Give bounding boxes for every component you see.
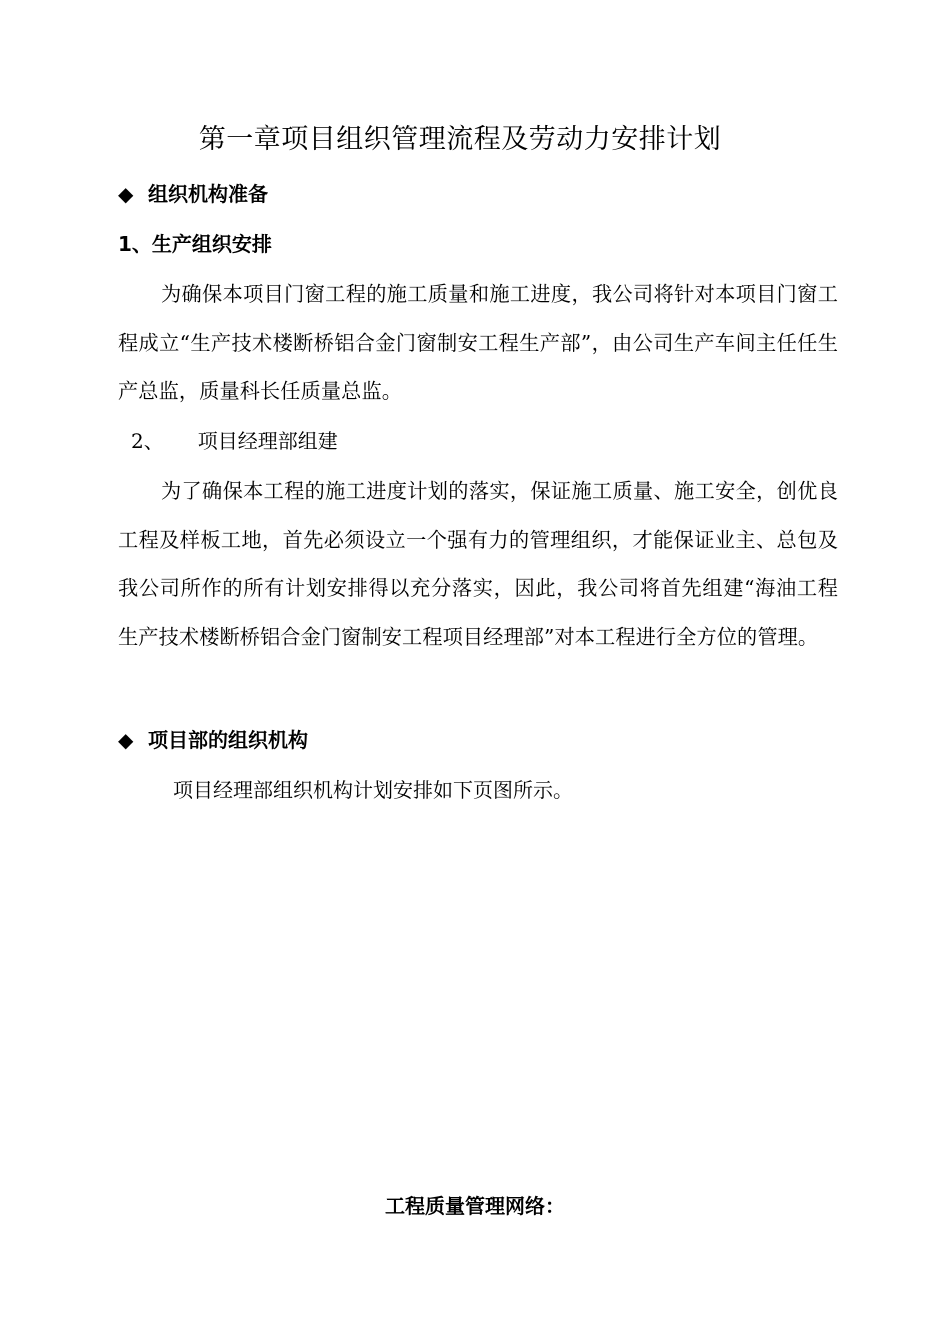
quality-network-heading: 工程质量管理网络： (385, 1194, 565, 1218)
section-heading-organization-prep (118, 178, 268, 210)
subheading-project-department (131, 425, 338, 457)
section-heading-text: 项目部的组织机构 (148, 728, 308, 752)
paragraph-organization-chart-note: 项目经理部组织机构计划安排如下页图所示。 (173, 778, 573, 802)
chapter-title: 第一章项目组织管理流程及劳动力安排计划 (198, 124, 722, 155)
section-heading-text: 组织机构准备 (148, 182, 268, 206)
paragraph-production-arrangement: 为确保本项目门窗工程的施工质量和施工进度，我公司将针对本项目门窗工程成立“生产技术楼断桥铝合金门窗制安工程生产部”，由公司生产车间主任任生产总监，质量科长任质量总监。 (118, 282, 838, 403)
diamond-bullet-icon: ◆ (118, 728, 134, 752)
diamond-bullet-icon: ◆ (118, 182, 134, 206)
subheading-number: 2、 (131, 429, 164, 453)
subheading-production-arrangement: 1、生产组织安排 (118, 232, 272, 256)
subheading-text: 项目经理部组建 (197, 429, 338, 453)
paragraph-project-department: 为了确保本工程的施工进度计划的落实，保证施工质量、施工安全，创优良工程及样板工地，首先必须设立一个强有力的管理组织，才能保证业主、总包及我公司所作的所有计划安排得以充分落实，因此，我公司将首先组建“海油工程生产技术楼断桥铝合金门窗制安工程项目经理部”对本工程进行全方位的管理。 (118, 479, 838, 649)
section-heading-project-organization (118, 724, 308, 756)
